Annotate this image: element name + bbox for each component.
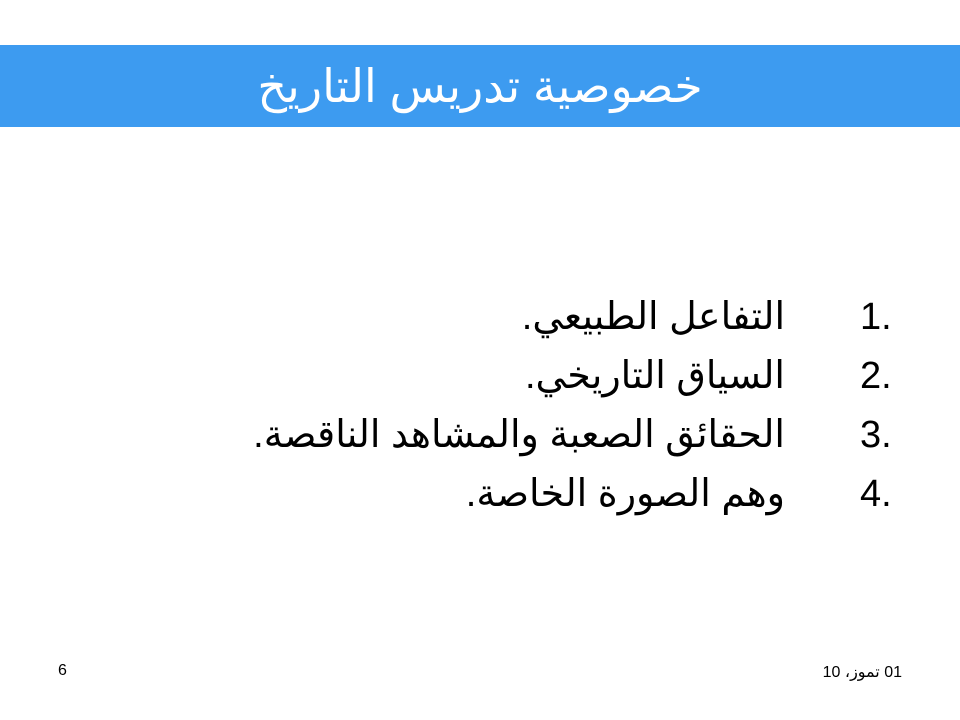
list-item <box>305 465 905 524</box>
list-item <box>305 347 905 406</box>
footer-date: 01 تموز، 10 <box>822 664 902 681</box>
list-item <box>305 288 905 347</box>
list-item-number: 1. <box>860 296 892 338</box>
list-item-text: الحقائق الصعبة والمشاهد الناقصة. <box>253 414 785 456</box>
list-item-text: وهم الصورة الخاصة. <box>465 473 785 515</box>
list-item <box>253 406 905 465</box>
content-list <box>253 288 905 524</box>
slide-title: خصوصية تدريس التاريخ <box>257 60 703 112</box>
list-item-text: السياق التاريخي. <box>525 355 785 397</box>
list-item-number: 3. <box>860 414 892 456</box>
title-bar <box>0 45 960 127</box>
page-number: 6 <box>58 662 67 679</box>
list-item-number: 4. <box>860 473 892 515</box>
list-item-text: التفاعل الطبيعي. <box>521 296 785 338</box>
list-item-number: 2. <box>860 355 892 397</box>
